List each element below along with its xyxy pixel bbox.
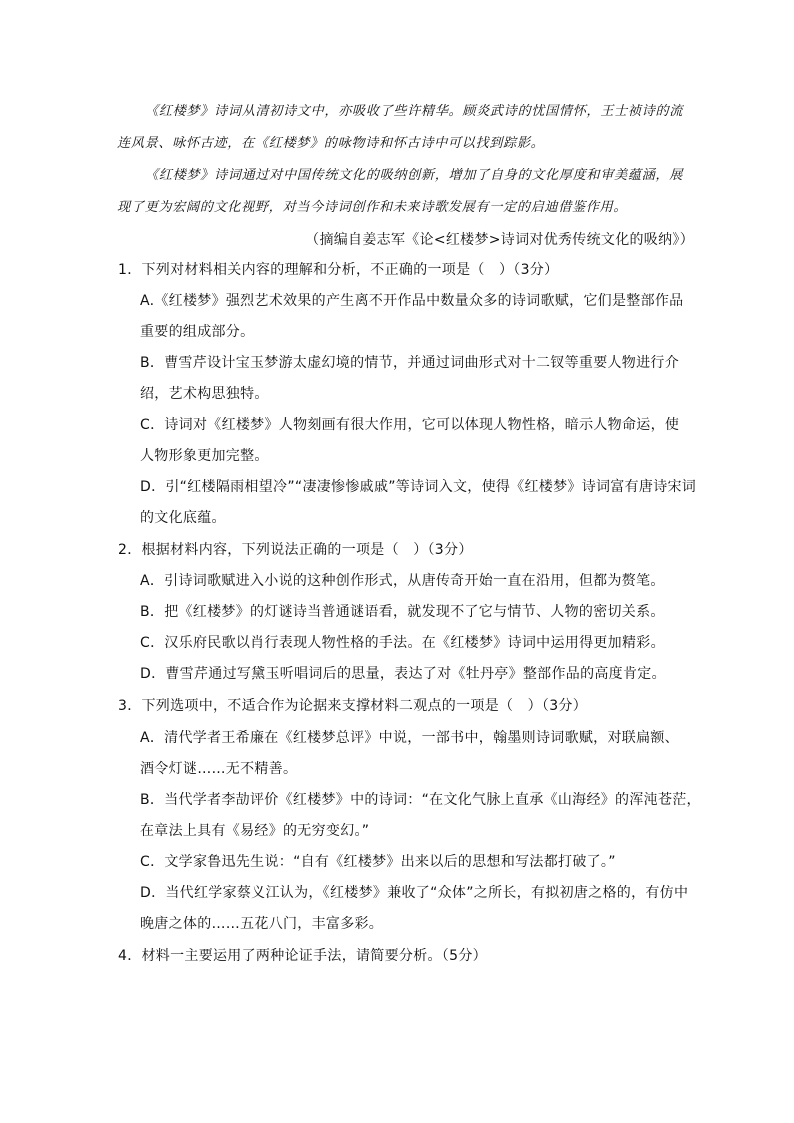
question-1-option-d-cont: 的文化底蕴。: [140, 510, 226, 526]
question-3-option-a-cont: 酒令灯谜……无不精善。: [140, 761, 298, 777]
material-paragraph-1-text: 《红楼梦》诗词从清初诗文中，亦吸收了些许精华。顾炎武诗的忧国情怀，王士祯诗的流连风景、咏怀古迹，在《红楼梦》的咏物诗和怀古诗中可以找到踪影。: [117, 104, 683, 151]
question-3-option-d: D．当代红学家蔡义江认为，《红楼梦》兼收了“众体”之所长，有拟初唐之格的，有仿中: [140, 885, 689, 901]
material-paragraph-2-text: 《红楼梦》诗词通过对中国传统文化的吸纳创新，增加了自身的文化厚度和审美蕴涵，展现了更为宏阔的文化视野，对当今诗词创作和未来诗歌发展有一定的启迪借鉴作用。: [117, 168, 683, 215]
question-1-option-c-cont: 人物形象更加完整。: [140, 448, 269, 464]
question-2-option-a: A．引诗词歌赋进入小说的这种创作形式，从唐传奇开始一直在沿用，但都为赘笔。: [140, 573, 665, 589]
question-1-option-a-cont: 重要的组成部分。: [140, 324, 255, 340]
question-3-option-b-cont: 在章法上具有《易经》的无穷变幻。”: [140, 823, 370, 839]
question-3-option-b: B．当代学者李劼评价《红楼梦》中的诗词：“在文化气脉上直承《山海经》的浑沌苍茫，: [140, 792, 701, 808]
question-4-stem: 4．材料一主要运用了两种论证手法，请简要分析。（5分）: [118, 948, 487, 964]
question-1-option-a: A.《红楼梦》强烈艺术效果的产生离不开作品中数量众多的诗词歌赋，它们是整部作品: [140, 293, 684, 309]
question-1-option-b: B．曹雪芹设计宝玉梦游太虚幻境的情节，并通过词曲形式对十二钗等重要人物进行介: [140, 355, 680, 371]
question-3-option-a: A．清代学者王希廉在《红楼梦总评》中说，一部书中，翰墨则诗词歌赋，对联扁额、: [140, 730, 679, 746]
question-1-option-b-cont: 绍，艺术构思独特。: [140, 386, 269, 402]
question-2-option-c: C．汉乐府民歌以肖行表现人物性格的手法。在《红楼梦》诗词中运用得更加精彩。: [140, 635, 665, 651]
material-paragraph-2: [117, 160, 683, 224]
question-1-option-d: D．引“红楼隔雨相望冷”“凄凄惨惨戚戚”等诗词入文，使得《红楼梦》诗词富有唐诗宋词: [140, 479, 697, 495]
source-citation: （摘编自姜志军《论<红楼梦>诗词对优秀传统文化的吸纳》）: [305, 232, 694, 248]
question-1-stem: 1．下列对材料相关内容的理解和分析，不正确的一项是（ ）（3分）: [118, 262, 559, 278]
question-3-option-d-cont: 晚唐之体的……五花八门，丰富多彩。: [140, 916, 384, 932]
material-paragraph-1: [117, 96, 683, 160]
question-2-option-d: D．曹雪芹通过写黛玉听唱词后的思量，表达了对《牡丹亭》整部作品的高度肯定。: [140, 666, 666, 682]
question-1-option-c: C．诗词对《红楼梦》人物刻画有很大作用，它可以体现人物性格，暗示人物命运，使: [140, 417, 680, 433]
question-3-option-c: C．文学家鲁迅先生说：“自有《红楼梦》出来以后的思想和写法都打破了。”: [140, 854, 616, 870]
question-2-stem: 2．根据材料内容，下列说法正确的一项是（ ）（3分）: [118, 542, 473, 558]
question-3-stem: 3．下列选项中，不适合作为论据来支撑材料二观点的一项是（ ）（3分）: [118, 698, 588, 714]
question-2-option-b: B．把《红楼梦》的灯谜诗当普通谜语看，就发现不了它与情节、人物的密切关系。: [140, 604, 665, 620]
